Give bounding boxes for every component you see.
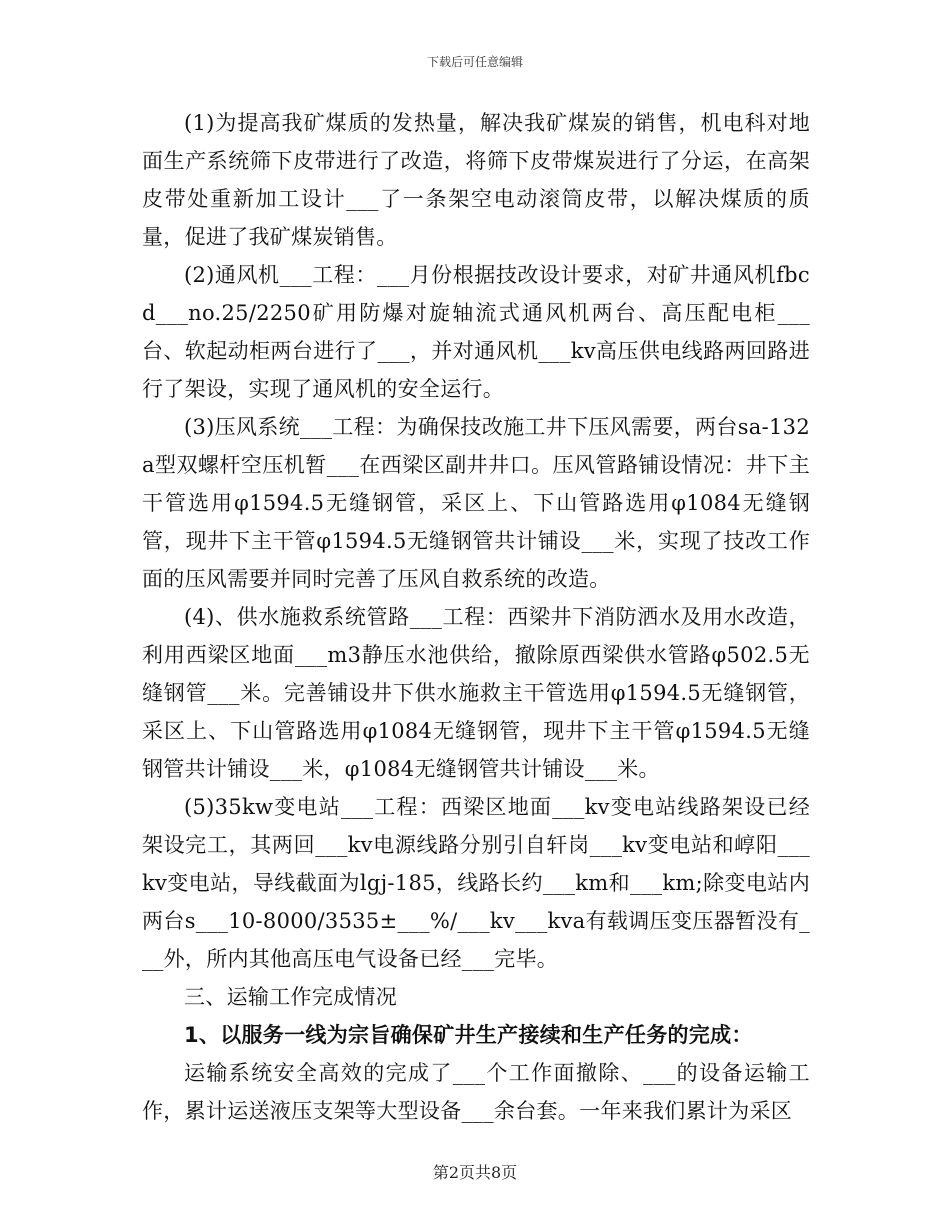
paragraph-2: (2)通风机___工程：___月份根据技改设计要求，对矿井通风机fbcd___no.25/2250矿用防爆对旋轴流式通风机两台、高压配电柜___台、软起动柜两台进行了___，并对通风机___kv高压供电线路两回路进行了架设，实现了通风机的安全运行。 xyxy=(142,263,810,401)
section-heading: 三、运输工作完成情况 xyxy=(184,985,397,1009)
paragraph-5: (5)35kw变电站___工程：西梁区地面___kv变电站线路架设已经架设完工，其两回___kv电源线路分别引自轩岗___kv变电站和崞阳___kv变电站，导线截面为lgj-185，线路长约___km和___km;除变电站内两台s___10-8000/3535±___%/___kv___kva有载调压变压器暂没有___外，所内其他高压电气设备已经___完毕。 xyxy=(142,795,810,971)
paragraph-1: (1)为提高我矿煤质的发热量，解决我矿煤炭的销售，机电科对地面生产系统筛下皮带进行了改造，将筛下皮带煤炭进行了分运，在高架皮带处重新加工设计___了一条架空电动滚筒皮带，以解决煤质的质量，促进了我矿煤炭销售。 xyxy=(142,111,810,249)
sub-heading: 1、以服务一线为宗旨确保矿井生产接续和生产任务的完成： xyxy=(184,1023,753,1047)
document-body xyxy=(142,104,810,1130)
page-header: 下载后可任意编辑 xyxy=(426,55,523,69)
paragraph-4: (4)、供水施救系统管路___工程：西梁井下消防洒水及用水改造，利用西梁区地面___m3静压水池供给，撤除原西梁供水管路φ502.5无缝钢管___米。完善铺设井下供水施救主干管选用φ1594.5无缝钢管，采区上、下山管路选用φ1084无缝钢管，现井下主干管φ1594.5无缝钢管共计铺设___米，φ1084无缝钢管共计铺设___米。 xyxy=(142,605,810,781)
paragraph-3: (3)压风系统___工程：为确保技改施工井下压风需要，两台sa-132a型双螺杆空压机暂___在西梁区副井井口。压风管路铺设情况：井下主干管选用φ1594.5无缝钢管，采区上、下山管路选用φ1084无缝钢管，现井下主干管φ1594.5无缝钢管共计铺设___米，实现了技改工作面的压风需要并同时完善了压风自救系统的改造。 xyxy=(142,415,810,591)
page-footer: 第2页共8页 xyxy=(432,1163,518,1182)
paragraph-6: 运输系统安全高效的完成了___个工作面撤除、___的设备运输工作，累计运送液压支架等大型设备___余台套。一年来我们累计为采区 xyxy=(142,1061,810,1123)
